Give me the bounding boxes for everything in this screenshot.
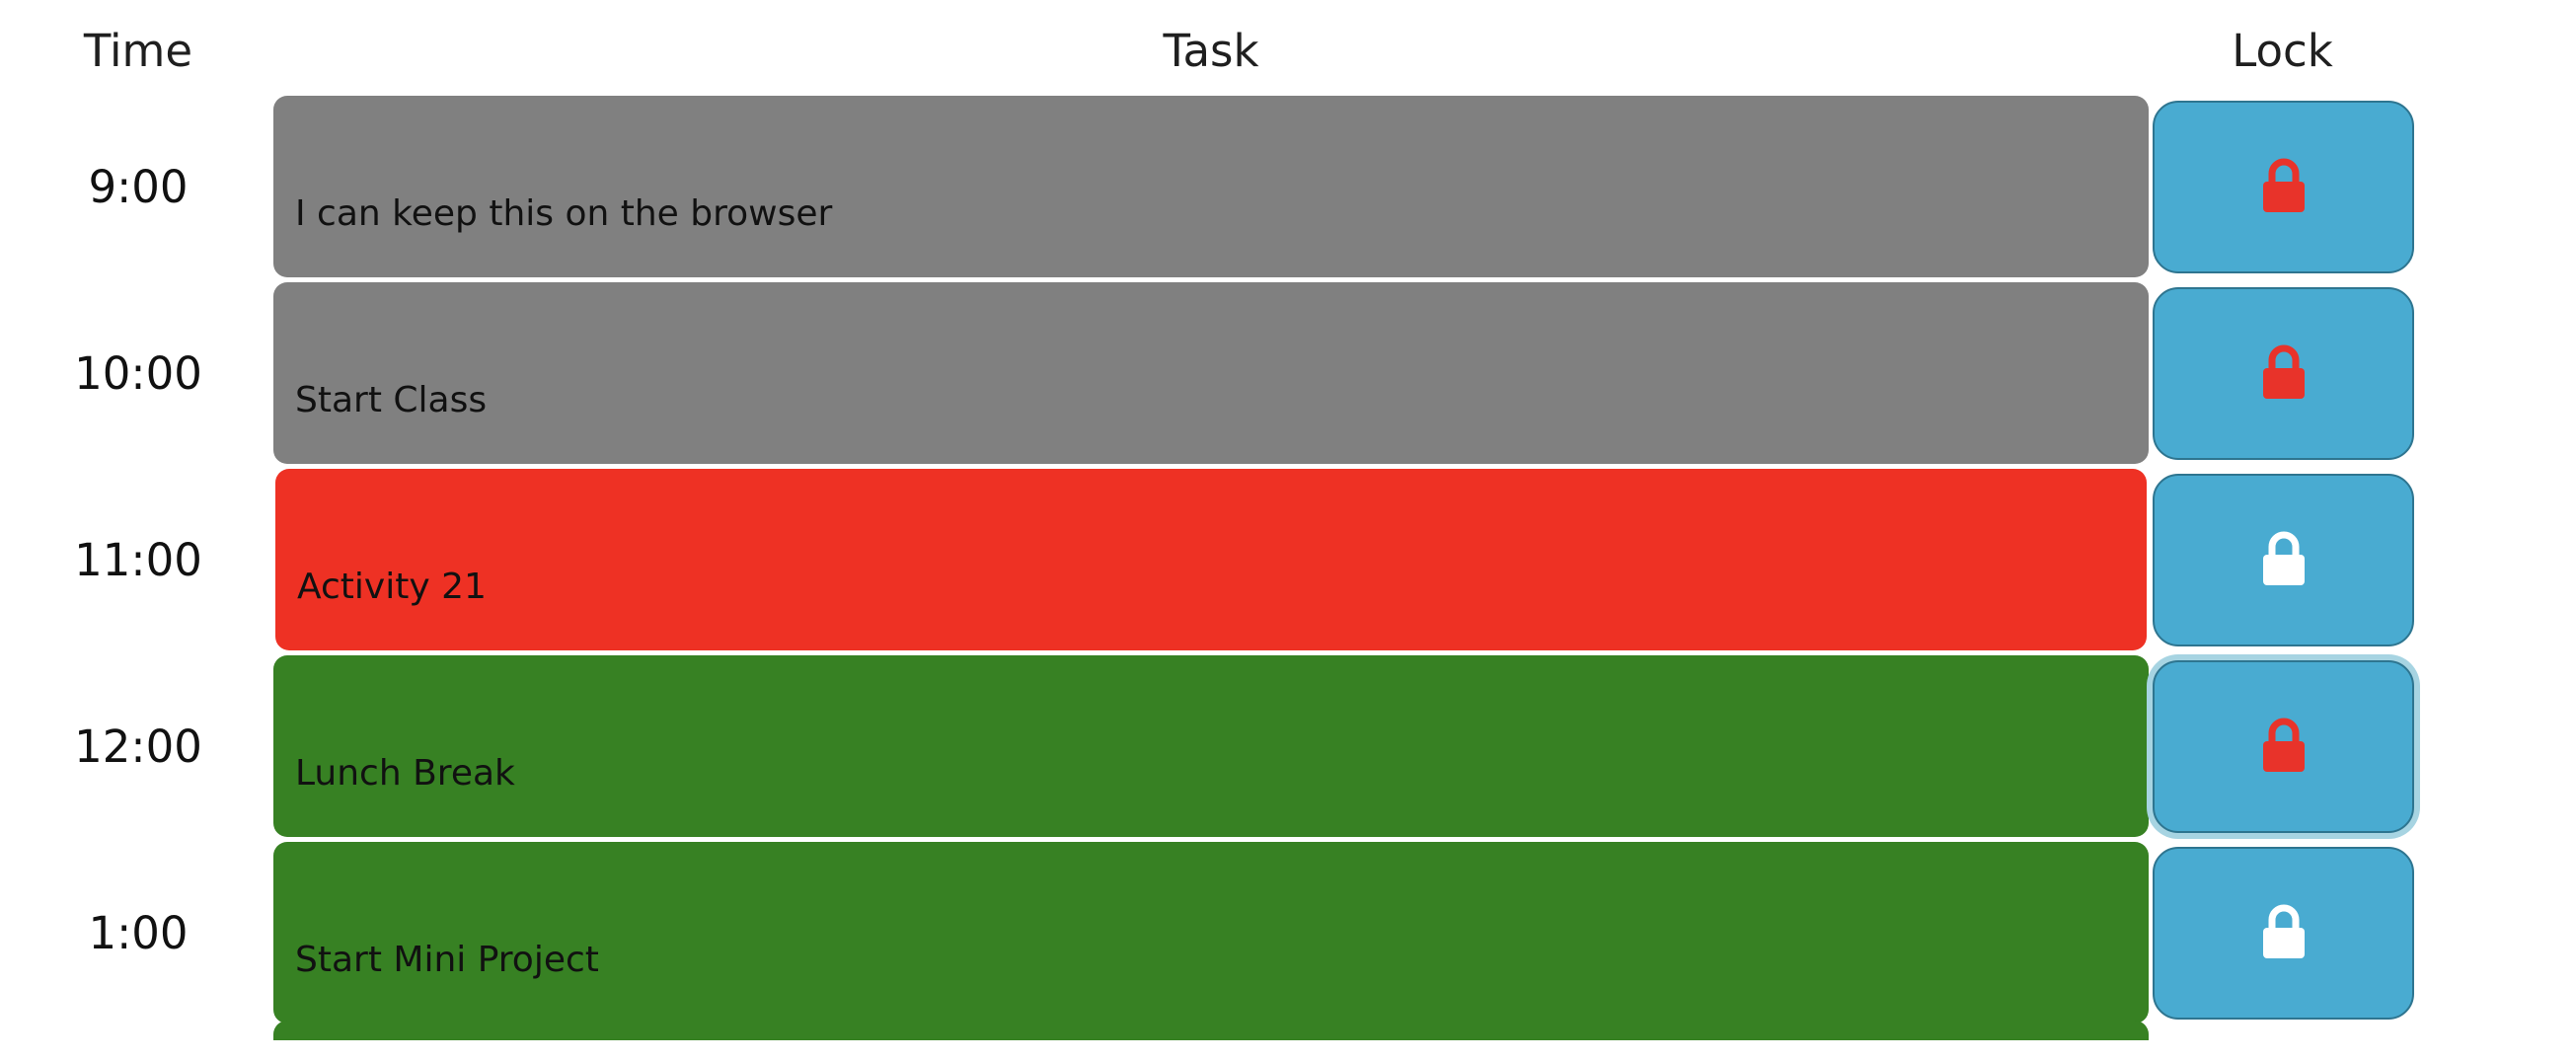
lock-open-icon — [2259, 530, 2309, 591]
time-column-header: Time — [83, 25, 193, 77]
lock-button[interactable] — [2153, 287, 2414, 460]
hour-label: 10:00 — [74, 346, 202, 400]
lock-open-icon — [2259, 903, 2309, 964]
task-text-line: Start Mini Project — [295, 940, 599, 980]
hour-row-10 — [0, 280, 2576, 466]
hour-row-11 — [0, 467, 2576, 652]
task-textarea[interactable] — [275, 469, 2147, 650]
hour-row-9 — [0, 94, 2576, 279]
task-text-line: Lunch Break — [295, 753, 515, 794]
next-hour-row-partial — [273, 1021, 2149, 1040]
lock-button[interactable] — [2153, 847, 2414, 1020]
lock-closed-icon — [2259, 343, 2309, 405]
hour-row-1 — [0, 840, 2576, 1025]
lock-button[interactable] — [2153, 101, 2414, 273]
task-textarea[interactable] — [273, 96, 2149, 277]
task-text-line: Activity 21 — [297, 567, 487, 607]
lock-closed-icon — [2259, 717, 2309, 778]
task-column-header: Task — [1163, 25, 1259, 77]
lock-button[interactable] — [2153, 474, 2414, 646]
hour-label: 12:00 — [74, 720, 202, 773]
lock-column-header: Lock — [2232, 25, 2333, 77]
task-textarea[interactable] — [273, 842, 2149, 1023]
task-text-line: I can keep this on the browser — [295, 193, 833, 234]
hour-label: 9:00 — [88, 160, 189, 213]
lock-closed-icon — [2259, 157, 2309, 218]
hour-label: 1:00 — [88, 906, 189, 959]
hour-row-12 — [0, 653, 2576, 839]
hour-label: 11:00 — [74, 533, 202, 586]
task-textarea[interactable] — [273, 655, 2149, 837]
task-text-line: Start Class — [295, 380, 488, 420]
lock-button[interactable] — [2153, 660, 2414, 833]
task-textarea[interactable] — [273, 282, 2149, 464]
